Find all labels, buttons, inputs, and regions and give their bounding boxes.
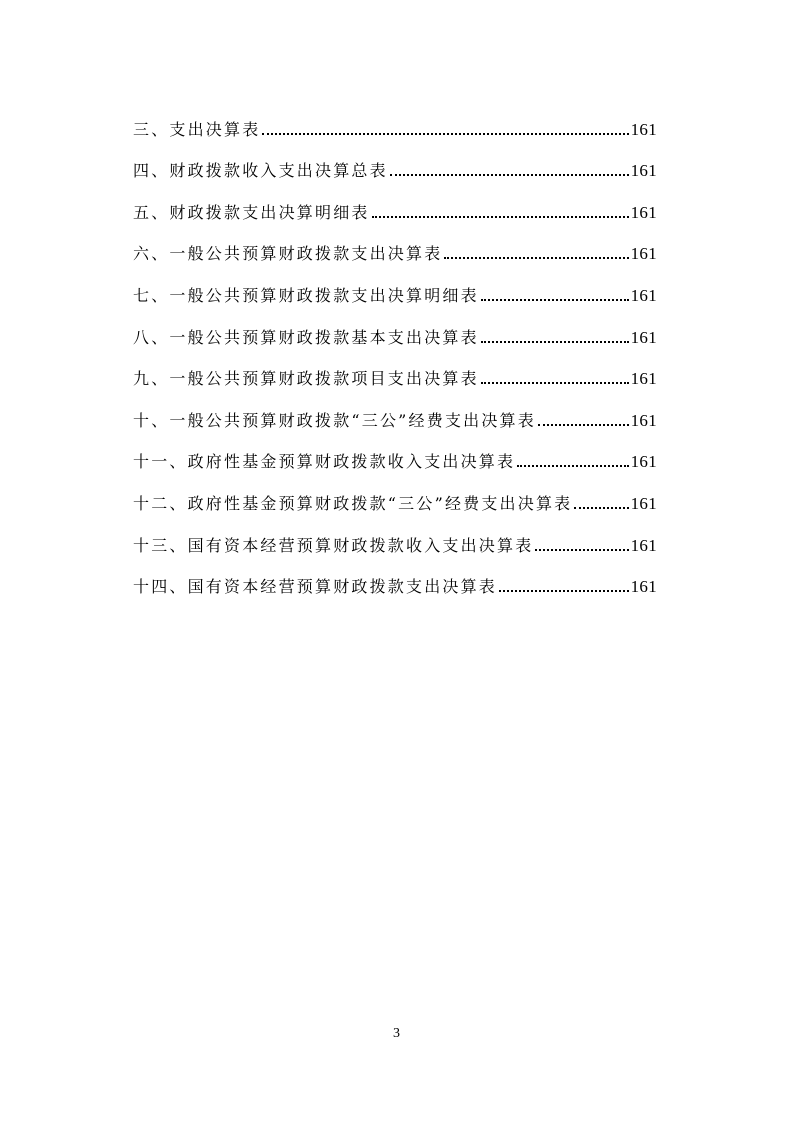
toc-entry-page: 161 [630,577,657,597]
toc-dot-leader [481,368,629,384]
toc-dot-leader [499,576,629,592]
toc-entry-page: 161 [630,535,657,555]
toc-entry[interactable] [133,264,657,306]
table-of-contents [133,98,657,597]
toc-entry[interactable] [133,556,657,598]
toc-entry-title: 十四、国有资本经营预算财政拨款支出决算表 [133,577,498,597]
toc-entry-title: 十三、国有资本经营预算财政拨款收入支出决算表 [133,535,534,555]
toc-entry[interactable] [133,431,657,473]
toc-entry[interactable] [133,98,657,140]
toc-entry-title: 八、一般公共预算财政拨款基本支出决算表 [133,327,479,347]
toc-entry[interactable] [133,472,657,514]
toc-dot-leader [517,451,628,467]
toc-entry-page: 161 [630,285,657,305]
toc-entry-title: 六、一般公共预算财政拨款支出决算表 [133,244,443,264]
toc-entry-title: 七、一般公共预算财政拨款支出决算明细表 [133,285,479,305]
toc-entry[interactable] [133,181,657,223]
toc-entry[interactable] [133,514,657,556]
toc-entry-title: 十、一般公共预算财政拨款“三公”经费支出决算表 [133,410,536,430]
toc-entry-title: 三、支出决算表 [133,119,261,139]
toc-entry-page: 161 [630,244,657,264]
toc-entry-title: 十一、政府性基金预算财政拨款收入支出决算表 [133,452,516,472]
toc-entry-page: 161 [630,202,657,222]
toc-dot-leader [481,285,629,301]
toc-entry-title: 九、一般公共预算财政拨款项目支出决算表 [133,369,479,389]
toc-entry[interactable] [133,389,657,431]
page-number: 3 [393,1026,400,1041]
toc-entry[interactable] [133,306,657,348]
toc-dot-leader [574,493,628,509]
toc-dot-leader [444,243,628,259]
toc-entry-page: 161 [630,410,657,430]
toc-entry-page: 161 [630,452,657,472]
toc-entry-title: 十二、政府性基金预算财政拨款“三公”经费支出决算表 [133,493,573,513]
toc-entry-page: 161 [630,327,657,347]
toc-entry[interactable] [133,223,657,265]
toc-dot-leader [390,160,629,176]
toc-dot-leader [372,202,629,218]
toc-entry[interactable] [133,348,657,390]
toc-dot-leader [535,535,628,551]
toc-entry[interactable] [133,140,657,182]
toc-dot-leader [538,410,629,426]
toc-entry-title: 四、财政拨款收入支出决算总表 [133,161,388,181]
toc-entry-page: 161 [630,161,657,181]
toc-entry-page: 161 [630,493,657,513]
toc-entry-page: 161 [630,369,657,389]
toc-dot-leader [262,119,628,135]
toc-entry-page: 161 [630,119,657,139]
toc-dot-leader [481,327,629,343]
toc-entry-title: 五、财政拨款支出决算明细表 [133,202,370,222]
